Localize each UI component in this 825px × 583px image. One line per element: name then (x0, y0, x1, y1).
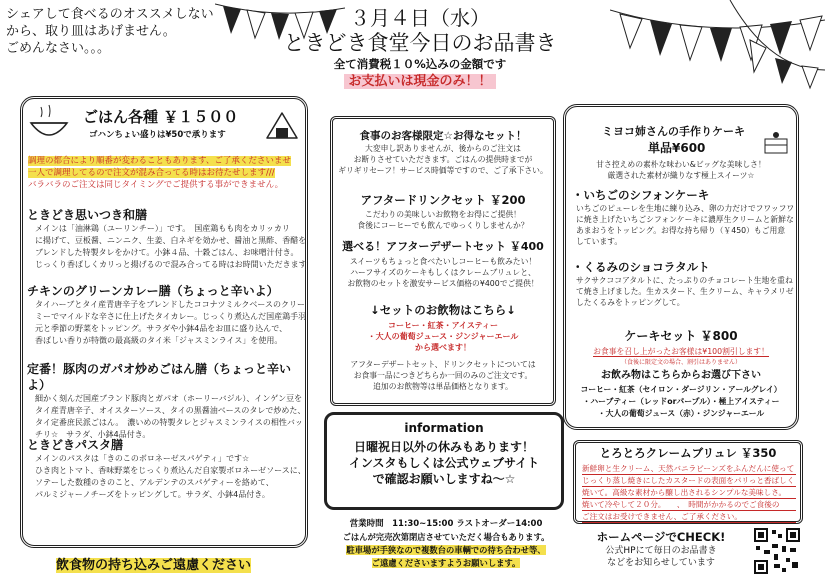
drinks-intro: 大変申し訳ありませんが、後からのご注文は お断りさせていただきます。ごはんの提供時までが ギリギリセーフ！サービス時価等ですので、ご了承下さい。 (338, 144, 548, 175)
after-drink-title: アフタードリンクセット ￥200 (360, 193, 526, 207)
rice-bowl-icon (27, 103, 71, 143)
brulee-title: とろとろクレームブリュレ ￥350 (599, 446, 777, 460)
after-drink-desc: こだわりの美味しいお飲物をお得にご提供！ 食後にコーヒーでも飲んでゆっくりしませんか？ (357, 210, 529, 230)
bring-food-note: 飲食物の持ち込みご遠慮ください (56, 558, 252, 573)
cake-drinks-list: コーヒー・紅茶（セイロン・ダージリン・アールグレイ） ・ハーブティー（レッドorパープル）・極上アイスティー ・大人の葡萄ジュース（赤）・ジンジャーエール (580, 385, 782, 418)
info-notes: ごはんが完売次第閉店させていただく場合もあります。 駐車場が手狭なので複数台の車輌での待ち合わせ等、 ご遠慮くださいますようお願いします。 (342, 532, 550, 568)
page-title: ときどき食堂今日のお品書き (283, 31, 557, 55)
rice-title: ごはん各種 ￥１５００ (83, 108, 239, 126)
rice-note-line: バラバラのご注文は同じタイミングでご提供する事ができません。 (28, 180, 284, 190)
cake-set-note: お食事を召し上がったお客様は¥100割引します！ (593, 347, 769, 356)
rice-notes (28, 155, 306, 191)
cake-set-title: ケーキセット ￥800 (624, 329, 738, 343)
cake-item-desc: いちごのピューレを生地に練り込み、卵の力だけでフワッフワ に焼き上げたいちごシフォンケーキに濃厚生クリームと新鮮な あまおうをトッピング。お得な持ち帰り（￥450）もご用意 しています。 (576, 204, 795, 246)
cake-drinks-title: お飲み物はこちらからお選び下さい (601, 370, 761, 381)
brulee-section (573, 440, 803, 524)
homepage-block (586, 530, 736, 569)
cake-item (572, 187, 796, 247)
cake-item-name: ・いちごのシフォンケーキ (572, 188, 710, 202)
homepage-line: などをお知らせしています (607, 558, 715, 568)
rice-item-desc: 細かく刻んだ国産ブランド豚肉とガパオ（ホーリーバジル）、インゲン豆を タイ産青唐辛子、オイスターソース、タイの黒醤油ベースのタレで炒めた、 タイ定番庶民派ごはん。 濃いめの特製タレとジャスミンライスの相性バッ チリ☆ サラダ、小鉢4品付き。 (35, 394, 306, 439)
business-hours: 営業時間 11:30~15:00 ラストオーダー14:00 (349, 519, 543, 529)
rice-item (27, 207, 307, 271)
set-drinks-list: コーヒー・紅茶・アイスティー ・大人の葡萄ジュース・ジンジャーエール から選べます！ (367, 321, 519, 352)
drinks-outro: アフターデザートセット、ドリンクセットについては お食事一品につきどちらか一回のみのご注文です。 追加のお飲物等は単品価格となります。 (350, 360, 536, 391)
header-note (6, 6, 246, 57)
brulee-desc: 新鮮卵と生クリーム、天然バニラビーンズをふんだんに使って じっくり蒸し焼きにしたカスタードの表面をパリっと香ばしく 焼いて。高級な素材から醸し出されるシンプルな美味しさ。 焼いて冷やして２０分。 、 時間がかかるのでご食後の ご注文はお受けできません、ご了承ください。 (582, 464, 795, 521)
information-section (324, 412, 564, 510)
homepage-title: ホームページでCHECK! (596, 530, 726, 544)
rice-note-line: 調理の都合により順番が変わることもあります、ご了承くださいませ (28, 156, 291, 166)
bunting-right-icon (610, 0, 825, 90)
cash-note-text: お支払いは現金のみ！！ (344, 74, 495, 89)
header-note-line: から、取り皿はあげません。 (6, 24, 176, 39)
onigiri-icon (265, 111, 299, 141)
rice-item-desc: メインのパスタは「きのこのボロネーゼスパゲティ」です☆ ひき肉とトマト、香味野菜をじっくり煮込んだ自家製ボロネーゼソースに、 ソテーした数種のきのこと、アルデンテのスパゲティーを絡めて、 パルミジャーノチーズをトッピングして。サラダ、小鉢4品付き。 (35, 454, 306, 499)
cake-item-name: ・くるみのショコラタルト (572, 260, 710, 274)
rice-item (27, 437, 307, 501)
rice-item-desc: メインは「油淋鶏（ユーリンチー）」です。 国産鶏もも肉をカリッカリ に揚げて、豆板醤、ニンニク、生姜、白ネギを効かせ、醤油と黒酢、香醋を ブレンドした特製タレをかけて。小鉢４品、十穀ごはん、お味噌汁付き。 じっくり香ばしくカリっと揚げるので混み合ってる時はお時間いただきます (35, 224, 307, 269)
cash-note (270, 73, 570, 91)
drinks-title: 食事のお客様限定☆お得なセット！ (359, 130, 527, 142)
homepage-line: 公式HPにて毎日のお品書き (605, 546, 717, 556)
cake-price: 単品¥600 (648, 141, 706, 155)
title-block (270, 6, 570, 91)
rice-item-name: 定番！豚肉のガパオ炒めごはん膳（ちょっと辛いよ） (27, 362, 292, 392)
information-label: information (404, 421, 484, 435)
rice-section (20, 96, 308, 548)
rice-item-name: チキンのグリーンカレー膳（ちょっと辛いよ） (27, 284, 279, 298)
qr-code-icon[interactable] (754, 528, 800, 574)
rice-item-desc: タイハーブとタイ産青唐辛子をブレンドしたココナツミルクベースのクリー ミーでマイルドな辛さに仕上げたタイカレー。じっくり煮込んだ国産鶏手羽 元と季節の野菜をトッピング。サラダや小鉢4品をお皿に盛り込んで、 香ばしい香りが特徴の最高級のタイ米「ジャスミンライス」を使用。 (35, 300, 307, 345)
bunting-right (610, 0, 825, 90)
rice-item-name: ときどき思いつき和膳 (27, 208, 148, 222)
cake-desc: 甘さ控えめの素朴な味わい&ビッグな美味しさ！ 厳選された素材が織りなす極上スイーツ☆ (596, 160, 766, 180)
header-note-line: シェアして食べるのオススメしない (6, 7, 214, 22)
after-dessert-title: 選べる！アフターデザートセット ￥400 (342, 240, 544, 253)
cake-item-desc: サクサクココアタルトに、たっぷりのチョコレート生地を重ね て焼き上げました。生カスタード、生クリーム、キャラメリゼ したくるみをトッピングして。 (576, 276, 794, 307)
drinks-section (330, 116, 556, 406)
rice-subtitle: ゴハンちょい盛りは¥50で承ります (89, 130, 226, 140)
after-dessert-desc: スイーツもちょっと食べたいしコーヒーも飲みたい！ ハーフサイズのケーキもしくはクレームブリュレと、 お飲物のセットを激安サービス価格の¥400でご提供！ (347, 257, 539, 288)
rice-item (27, 361, 307, 441)
header-note-line: ごめんなさい。。。 (6, 41, 111, 56)
cake-section (563, 104, 799, 430)
rice-note-line: 一人で調理してるので注文が混み合ってる時はお待たせします/// (28, 168, 275, 178)
cake-item (572, 259, 796, 308)
information-lines: 日曜祝日以外の休みもあります！ インスタもしくは公式ウェブサイト で確認お願いしますね～☆ (348, 440, 540, 486)
tax-note: 全て消費税１０%込みの金額です (333, 57, 507, 71)
cake-set-note-small: （食後に限定文の場合、割引はありません） (620, 359, 741, 366)
rice-item-name: ときどきパスタ膳 (27, 438, 124, 452)
rice-item (27, 283, 307, 347)
set-drinks-title: ↓セットのお飲物はこちら↓ (370, 303, 516, 317)
cake-title: ミヨコ姉さんの手作りケーキ (602, 125, 745, 138)
page-date: ３月４日（水） (350, 6, 490, 30)
cake-icon (762, 129, 790, 155)
